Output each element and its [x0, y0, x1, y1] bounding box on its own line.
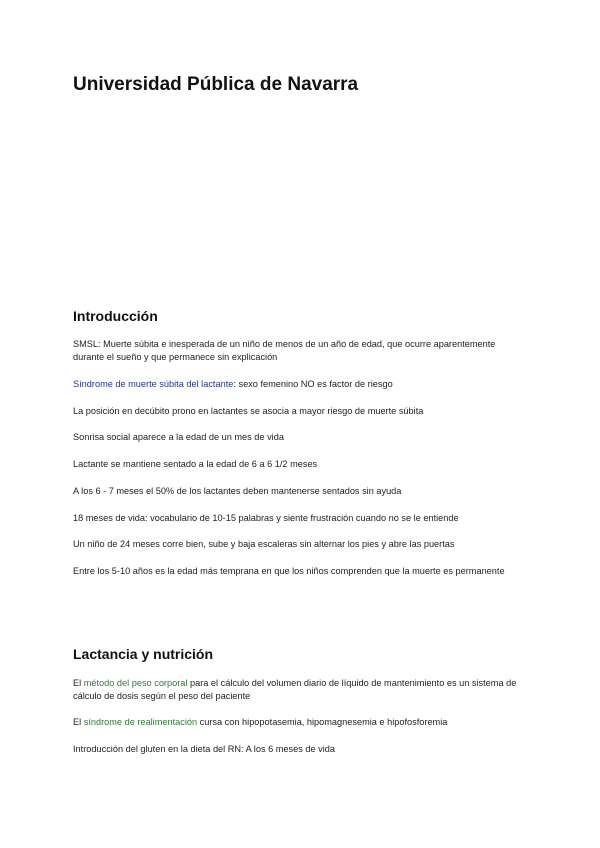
paragraph: A los 6 - 7 meses el 50% de los lactantes deben mantenerse sentados sin ayuda — [73, 486, 402, 496]
paragraph: 18 meses de vida: vocabulario de 10-15 palabras y siente frustración cuando no se le entiende — [73, 513, 459, 523]
paragraph: SMSL: Muerte súbita e inesperada de un niño de menos de un año de edad, que ocurre aparentemente durante el sueño y que permanece sin explicación — [73, 339, 496, 362]
highlighted-term: síndrome de realimentación — [83, 717, 198, 727]
highlighted-term: Síndrome de muerte súbita del lactante — [73, 379, 234, 389]
paragraph: Sonrisa social aparece a la edad de un mes de vida — [73, 432, 284, 442]
paragraph: La posición en decúbito prono en lactantes se asocia a mayor riesgo de muerte súbita — [73, 406, 424, 416]
paragraph: Lactante se mantiene sentado a la edad de 6 a 6 1/2 meses — [73, 459, 318, 469]
section-heading-lactancia: Lactancia y nutrición — [73, 646, 214, 662]
paragraph: El método del peso corporal para el cálculo del volumen diario de líquido de mantenimiento es un sistema de cálculo de dosis según el peso del paciente — [73, 678, 517, 701]
paragraph: Introducción del gluten en la dieta del RN: A los 6 meses de vida — [73, 744, 336, 754]
paragraph: Síndrome de muerte súbita del lactante: sexo femenino NO es factor de riesgo — [73, 379, 393, 389]
document-title: Universidad Pública de Navarra — [73, 74, 359, 95]
paragraph: Un niño de 24 meses corre bien, sube y baja escaleras sin alternar los pies y abre las puertas — [73, 539, 455, 549]
paragraph: El síndrome de realimentación cursa con hipopotasemia, hipomagnesemia e hipofosforemia — [73, 717, 448, 727]
paragraph: Entre los 5-10 años es la edad más temprana en que los niños comprenden que la muerte es permanente — [73, 566, 505, 576]
section-heading-introduccion: Introducción — [73, 308, 158, 324]
highlighted-term: método del peso corporal — [83, 678, 188, 688]
